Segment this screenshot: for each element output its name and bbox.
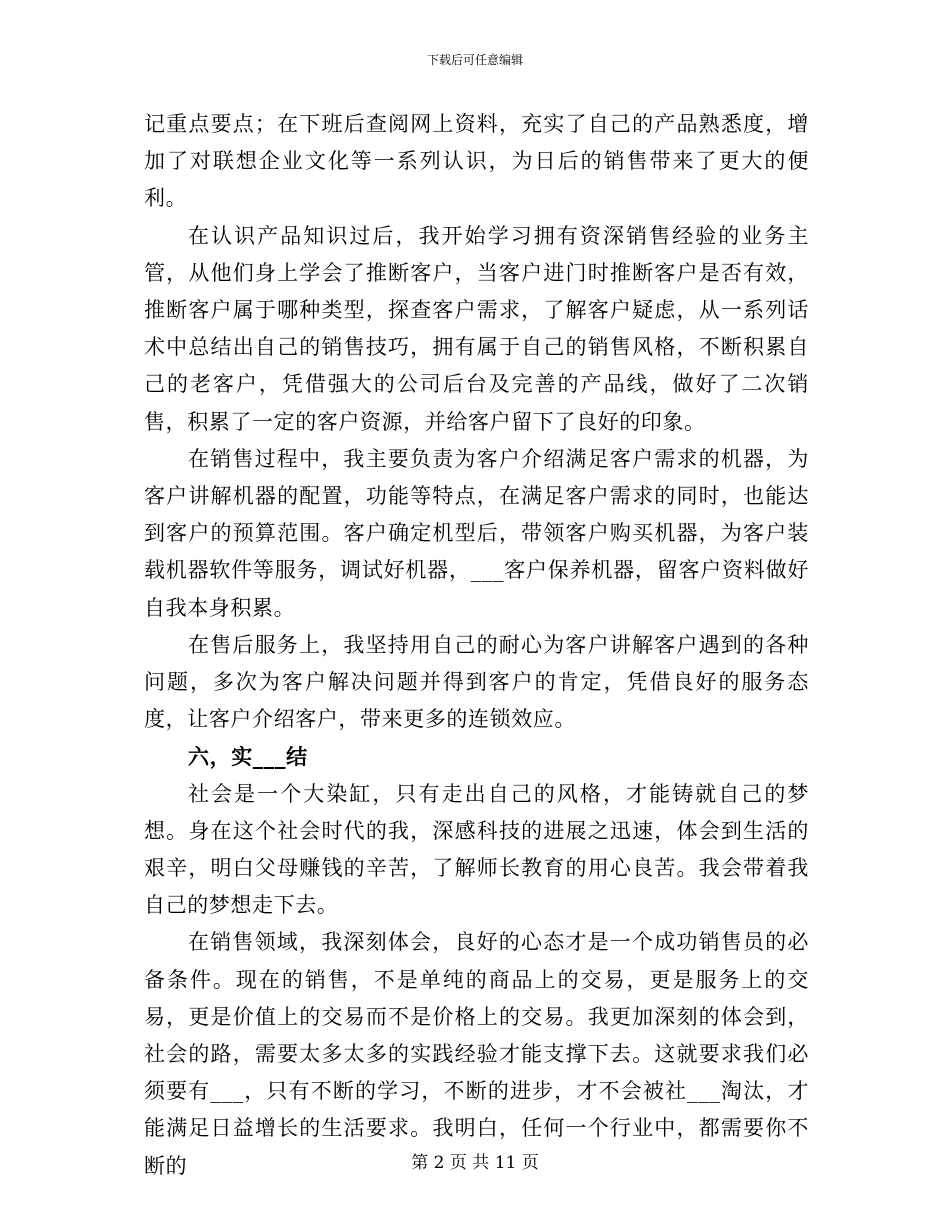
paragraph-continuation: 记重点要点；在下班后查阅网上资料，充实了自己的产品熟悉度，增加了对联想企业文化等一系列认识，为日后的销售带来了更大的便利。 [144, 112, 809, 211]
paragraph-after-sales: 在售后服务上，我坚持用自己的耐心为客户讲解客户遇到的各种问题，多次为客户解决问题并得到客户的肯定，凭借良好的服务态度，让客户介绍客户，带来更多的连锁效应。 [144, 632, 809, 732]
paragraph-sales-field: 在销售领域，我深刻体会，良好的心态才是一个成功销售员的必备条件。现在的销售，不是单纯的商品上的交易，更是服务上的交易，更是价值上的交易而不是价格上的交易。我更加深刻的体会到，社会的路，需要太多太多的实践经验才能支撑下去。这就要求我们必须要有___，只有不断的学习，不断的进步，才不会被社___淘汰，才能满足日益增长的生活要求。我明白，任何一个行业中，都需要你不断的 [144, 930, 809, 1178]
page-header: 下载后可任意编辑 [426, 53, 523, 67]
paragraph-product-knowledge: 在认识产品知识过后，我开始学习拥有资深销售经验的业务主管，从他们身上学会了推断客户，当客户进门时推断客户是否有效，推断客户属于哪种类型，探查客户需求，了解客户疑虑，从一系列话术中总结出自己的销售技巧，拥有属于自己的销售风格，不断积累自己的老客户，凭借强大的公司后台及完善的产品线，做好了二次销售，积累了一定的客户资源，并给客户留下了良好的印象。 [144, 223, 809, 434]
paragraph-society: 社会是一个大染缸，只有走出自己的风格，才能铸就自己的梦想。身在这个社会时代的我，深感科技的进展之迅速，体会到生活的艰辛，明白父母赚钱的辛苦，了解师长教育的用心良苦。我会带着我自己的梦想走下去。 [144, 781, 809, 918]
section-heading: 六，实___结 [188, 744, 308, 770]
page-footer: 第 2 页 共 11 页 [411, 1153, 539, 1173]
document-body [144, 106, 809, 1185]
paragraph-sales-process: 在销售过程中，我主要负责为客户介绍满足客户需求的机器，为客户讲解机器的配置，功能等特点，在满足客户需求的同时，也能达到客户的预算范围。客户确定机型后，带领客户购买机器，为客户装载机器软件等服务，调试好机器，___客户保养机器，留客户资料做好自我本身积累。 [144, 446, 809, 620]
